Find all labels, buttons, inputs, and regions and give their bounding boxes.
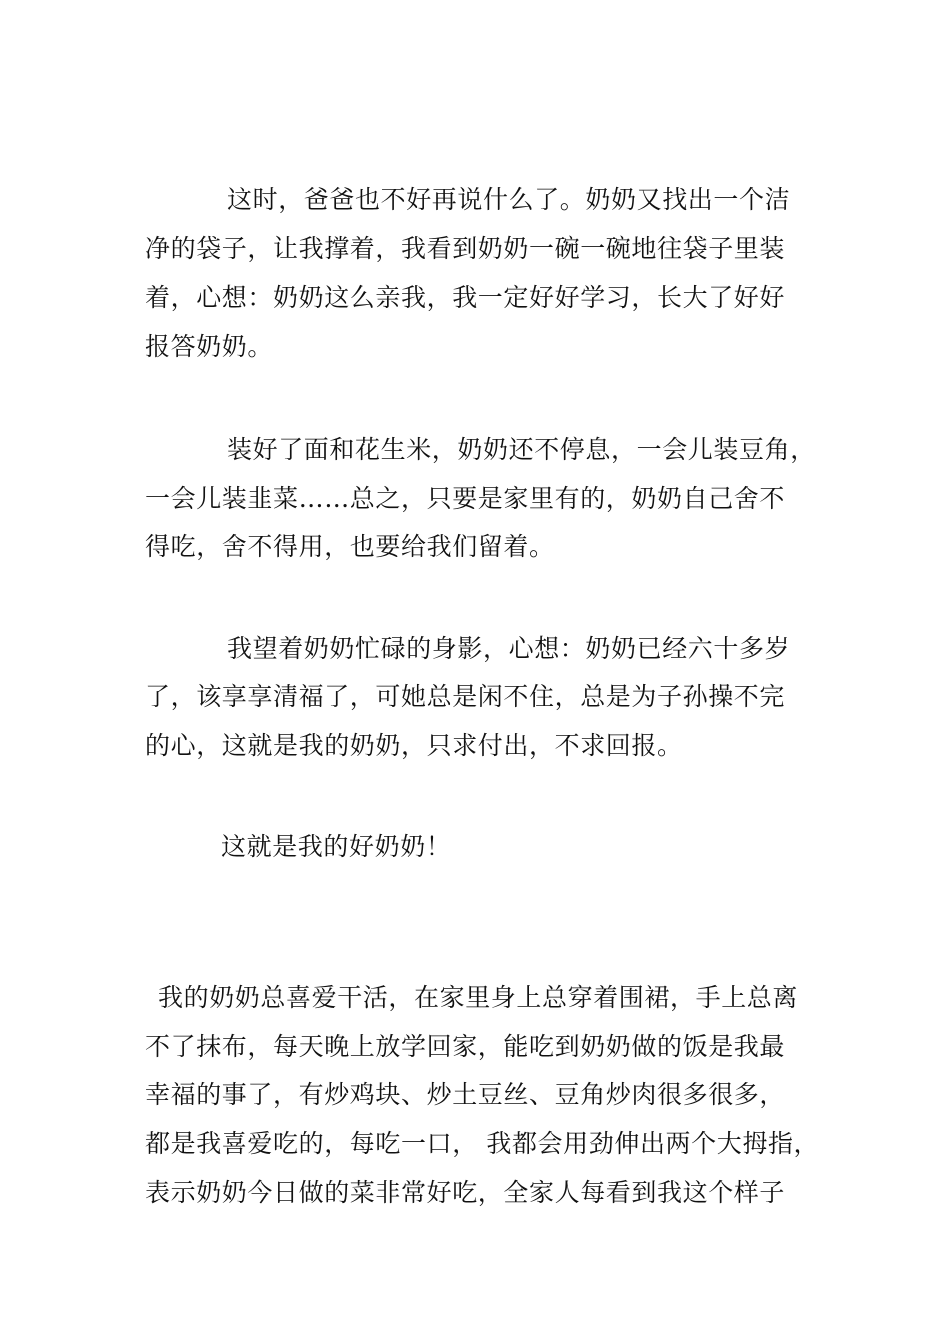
paragraph-5-line-4: 都是我喜爱吃的，每吃一口， 我都会用劲伸出两个大拇指， bbox=[145, 1129, 820, 1158]
paragraph-4-line-1: 这就是我的好奶奶！ bbox=[221, 832, 452, 861]
paragraph-5-line-5: 表示奶奶今日做的菜非常好吃，全家人每看到我这个样子 bbox=[145, 1178, 786, 1207]
paragraph-2-line-1: 装好了面和花生米，奶奶还不停息，一会儿装豆角， bbox=[227, 435, 816, 464]
paragraph-1-line-1: 这时，爸爸也不好再说什么了。奶奶又找出一个洁 bbox=[227, 185, 791, 214]
paragraph-1-line-2: 净的袋子，让我撑着，我看到奶奶一碗一碗地往袋子里装 bbox=[145, 234, 786, 263]
paragraph-5-line-1: 我的奶奶总喜爱干活，在家里身上总穿着围裙，手上总离 bbox=[158, 983, 799, 1012]
paragraph-2-line-3: 得吃，舍不得用，也要给我们留着。 bbox=[145, 532, 555, 561]
paragraph-1-line-3: 着，心想：奶奶这么亲我，我一定好好学习，长大了好好 bbox=[145, 283, 786, 312]
paragraph-5-line-2: 不了抹布，每天晚上放学回家，能吃到奶奶做的饭是我最 bbox=[145, 1032, 786, 1061]
paragraph-3-line-2: 了，该享享清福了，可她总是闲不住，总是为子孙操不完 bbox=[145, 682, 786, 711]
paragraph-5-line-3: 幸福的事了，有炒鸡块、炒土豆丝、豆角炒肉很多很多， bbox=[145, 1080, 786, 1109]
paragraph-3-line-3: 的心，这就是我的奶奶，只求付出，不求回报。 bbox=[145, 731, 683, 760]
paragraph-2-line-2: 一会儿装韭菜……总之，只要是家里有的，奶奶自己舍不 bbox=[145, 484, 786, 513]
paragraph-3-line-1: 我望着奶奶忙碌的身影，心想：奶奶已经六十多岁 bbox=[227, 634, 791, 663]
paragraph-1-line-4: 报答奶奶。 bbox=[145, 332, 274, 361]
